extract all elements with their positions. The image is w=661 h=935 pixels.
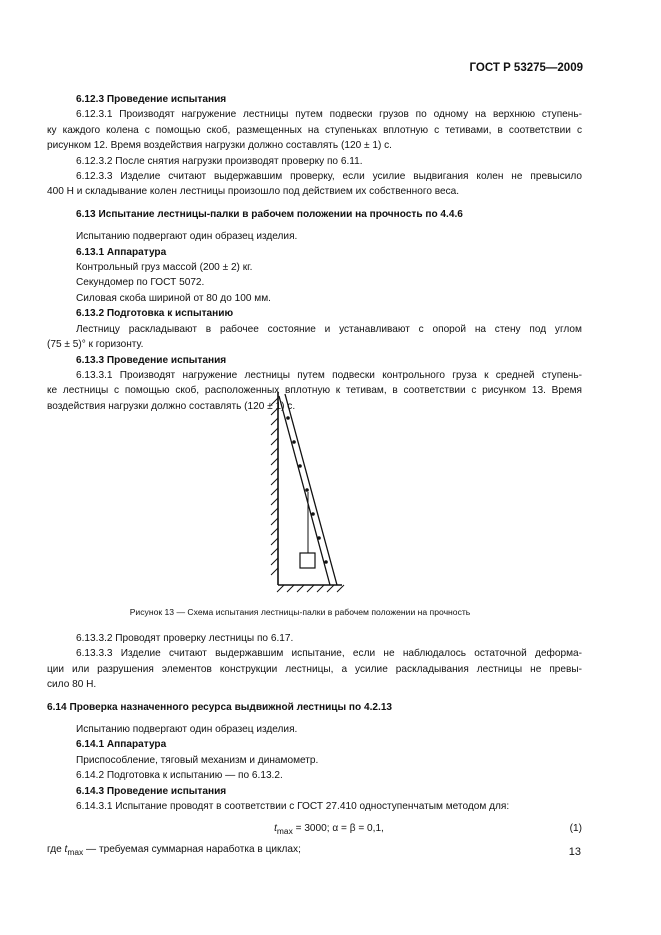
page-number: 13 <box>568 846 581 858</box>
subsection-heading: 6.13.2 Подготовка к испытанию <box>76 308 234 320</box>
page-body-continued <box>47 631 582 861</box>
test-weight <box>300 553 315 568</box>
equation-number: (1) <box>569 823 582 835</box>
ladder-test-figure <box>260 390 350 595</box>
wall-hatching <box>271 398 278 575</box>
subsection-heading: 6.14.3 Проведение испытания <box>76 785 227 797</box>
formula-explanation: где $t_{max}$ — требуемая суммарная наработка в циклах; <box>47 844 301 858</box>
paragraph: Лестницу раскладывают в рабочее состояние и устанавливают с опорой на стену под углом <box>76 323 582 335</box>
paragraph: сило 80 Н. <box>47 679 97 691</box>
subsection-heading: 6.13.1 Аппаратура <box>76 246 167 258</box>
paragraph: ке лестницы с помощью скоб, расположенных вплотную к тетивам, в соответствии с рисунком 13. Время <box>47 385 582 397</box>
page-body-lower <box>76 605 582 620</box>
subsection-heading: 6.13.3 Проведение испытания <box>76 354 227 366</box>
paragraph: 6.13.3.3 Изделие считают выдержавшим испытание, если не наблюдалось остаточной деформа- <box>76 648 582 660</box>
paragraph: рисунком 12. Время воздействия нагрузки должно составлять (120 ± 1) с. <box>47 140 392 152</box>
paragraph: Приспособление, тяговый механизм и динамометр. <box>76 754 319 766</box>
paragraph: Силовая скоба шириной от 80 до 100 мм. <box>76 292 271 304</box>
paragraph: 6.12.3.1 Производят нагружение лестницы путем подвески грузов по одному на верхнюю ступень- <box>76 109 582 121</box>
paragraph: ку каждого колена с помощью скоб, размещенных на ступеньках вплотную с тетивами, в соответствии с <box>47 124 582 136</box>
page-body <box>47 92 582 414</box>
paragraph: воздействия нагрузки должно составлять (120 ± 1) с. <box>47 400 296 412</box>
figure-caption: Рисунок 13 — Схема испытания лестницы-палки в рабочем положении на прочность <box>129 607 471 617</box>
subsection-heading: 6.14.1 Аппаратура <box>76 739 167 751</box>
section-heading: 6.12.3 Проведение испытания <box>76 94 227 105</box>
paragraph: 6.12.3.3 Изделие считают выдержавшим проверку, если усилие выдвигания колен не превысило <box>76 171 582 183</box>
paragraph: 6.12.3.2 После снятия нагрузки производят проверку по 6.11. <box>76 155 363 167</box>
paragraph: 6.14.3.1 Испытание проводят в соответствии с ГОСТ 27.410 одноступенчатым методом для: <box>76 801 510 813</box>
paragraph: 6.13.3.2 Проводят проверку лестницы по 6.17. <box>76 633 294 644</box>
paragraph: 6.13.3.1 Производят нагружение лестницы путем подвески контрольного груза к средней ступень- <box>76 369 582 381</box>
paragraph: 400 Н и складывание колен лестницы произошло под действием их собственного веса. <box>47 186 460 198</box>
paragraph: Испытанию подвергают один образец изделия. <box>76 724 298 736</box>
formula-row <box>76 814 582 842</box>
section-heading: 6.14 Проверка назначенного ресурса выдвижной лестницы по 4.2.13 <box>47 701 393 713</box>
paragraph: 6.14.2 Подготовка к испытанию — по 6.13.2. <box>76 770 283 782</box>
section-heading: 6.13 Испытание лестницы-палки в рабочем положении на прочность по 4.4.6 <box>76 208 463 220</box>
paragraph: Секундомер по ГОСТ 5072. <box>76 277 205 289</box>
floor-hatching <box>277 585 344 592</box>
formula: $t_{max} = 3000$; α = β = 0,1, <box>274 823 384 837</box>
document-header-id: ГОСТ Р 53275—2009 <box>469 62 583 74</box>
paragraph: Испытанию подвергают один образец изделия. <box>76 231 298 243</box>
ladder-rungs <box>286 416 328 564</box>
paragraph: (75 ± 5)° к горизонту. <box>47 339 144 351</box>
paragraph: Контрольный груз массой (200 ± 2) кг. <box>76 262 253 274</box>
paragraph: ции или разрушения элементов конструкции лестницы, а усилие раскладывания лестницы не превы- <box>47 663 582 675</box>
